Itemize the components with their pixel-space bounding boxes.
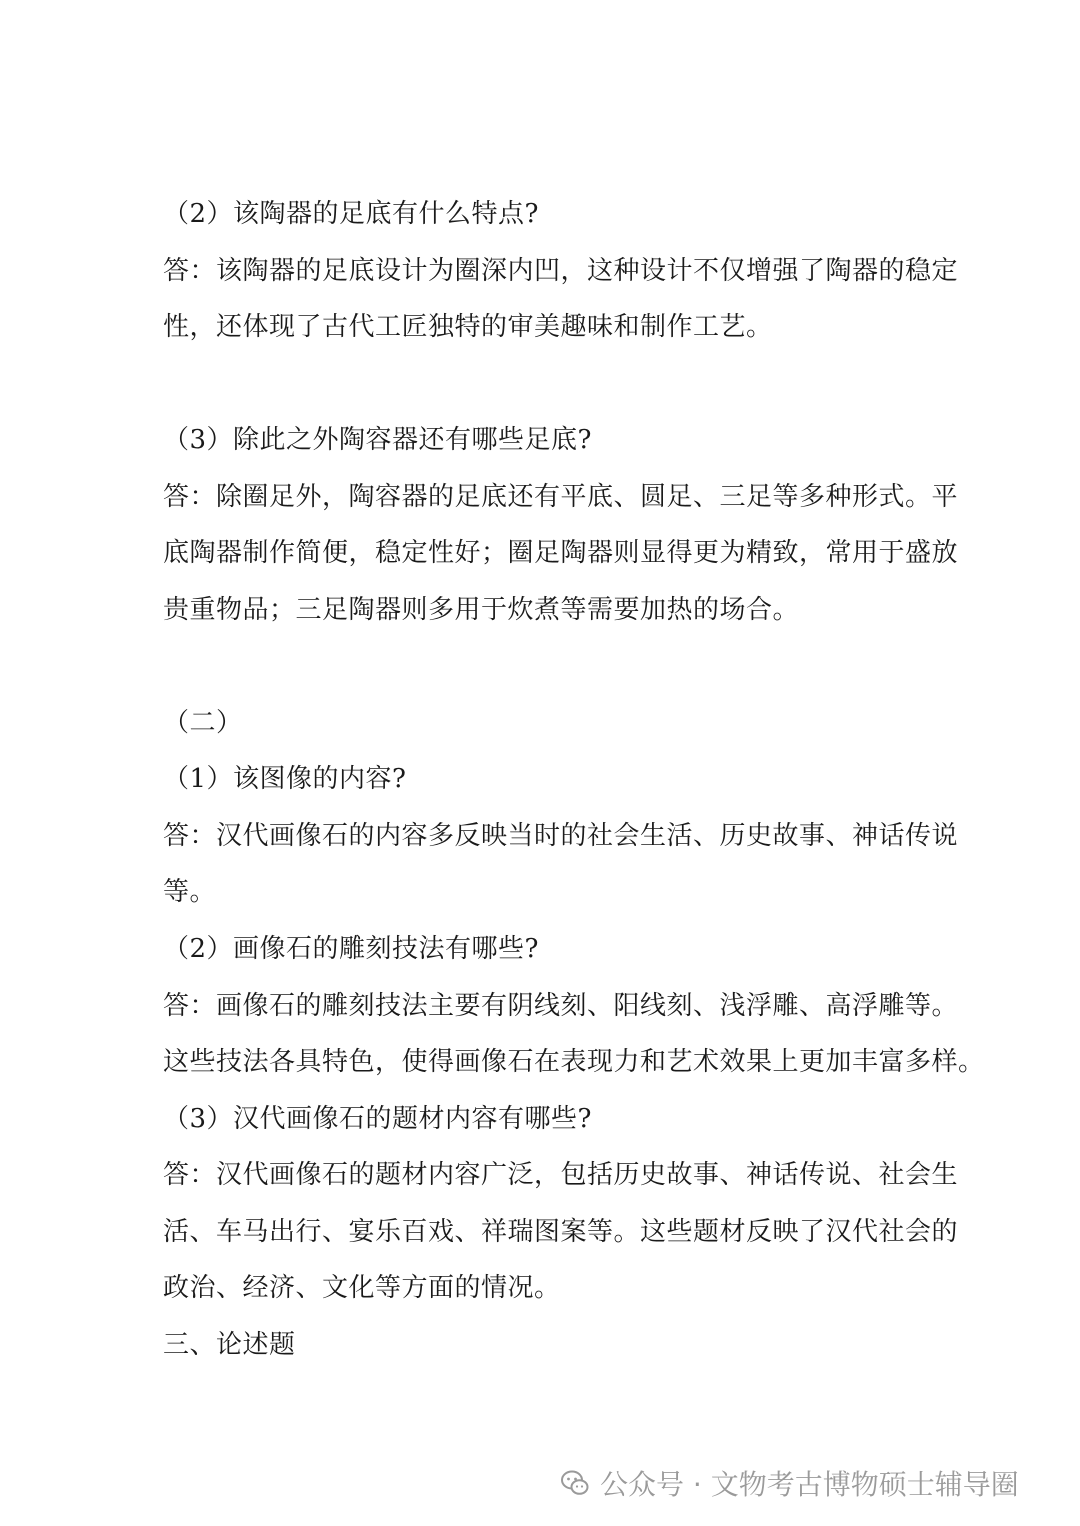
section-2-question-1: （1）该图像的内容? — [163, 764, 407, 794]
section-2-question-2: （2）画像石的雕刻技法有哪些? — [163, 934, 539, 964]
section-2-answer-2-line-1: 答：画像石的雕刻技法主要有阴线刻、阳线刻、浅浮雕、高浮雕等。 — [163, 991, 959, 1021]
question-2-heading: （2）该陶器的足底有什么特点? — [163, 199, 539, 229]
section-2-answer-2-line-2: 这些技法各具特色，使得画像石在表现力和艺术效果上更加丰富多样。 — [163, 1047, 985, 1077]
section-3-heading: 三、论述题 — [163, 1330, 296, 1360]
answer-3-line-1: 答：除圈足外，陶容器的足底还有平底、圆足、三足等多种形式。平 — [163, 482, 959, 512]
section-2-answer-1-line-2: 等。 — [163, 877, 217, 907]
watermark — [560, 1463, 1019, 1503]
watermark-text: 公众号 · 文物考古博物硕士辅导圈 — [600, 1468, 1019, 1501]
question-3-heading: （3）除此之外陶容器还有哪些足底? — [163, 425, 592, 455]
section-2-answer-1-line-1: 答：汉代画像石的内容多反映当时的社会生活、历史故事、神话传说 — [163, 821, 959, 851]
section-2-answer-3-line-3: 政治、经济、文化等方面的情况。 — [163, 1273, 561, 1303]
section-2-heading: （二） — [163, 708, 243, 738]
answer-3-line-2: 底陶器制作简便，稳定性好；圈足陶器则显得更为精致，常用于盛放 — [163, 538, 959, 568]
answer-2-line-1: 答：该陶器的足底设计为圈深内凹，这种设计不仅增强了陶器的稳定 — [163, 256, 959, 286]
section-2-question-3: （3）汉代画像石的题材内容有哪些? — [163, 1104, 592, 1134]
section-2-answer-3-line-1: 答：汉代画像石的题材内容广泛，包括历史故事、神话传说、社会生 — [163, 1160, 959, 1190]
answer-3-line-3: 贵重物品；三足陶器则多用于炊煮等需要加热的场合。 — [163, 595, 800, 625]
answer-2-line-2: 性，还体现了古代工匠独特的审美趣味和制作工艺。 — [163, 312, 773, 342]
wechat-icon — [560, 1468, 590, 1498]
section-2-answer-3-line-2: 活、车马出行、宴乐百戏、祥瑞图案等。这些题材反映了汉代社会的 — [163, 1217, 959, 1247]
